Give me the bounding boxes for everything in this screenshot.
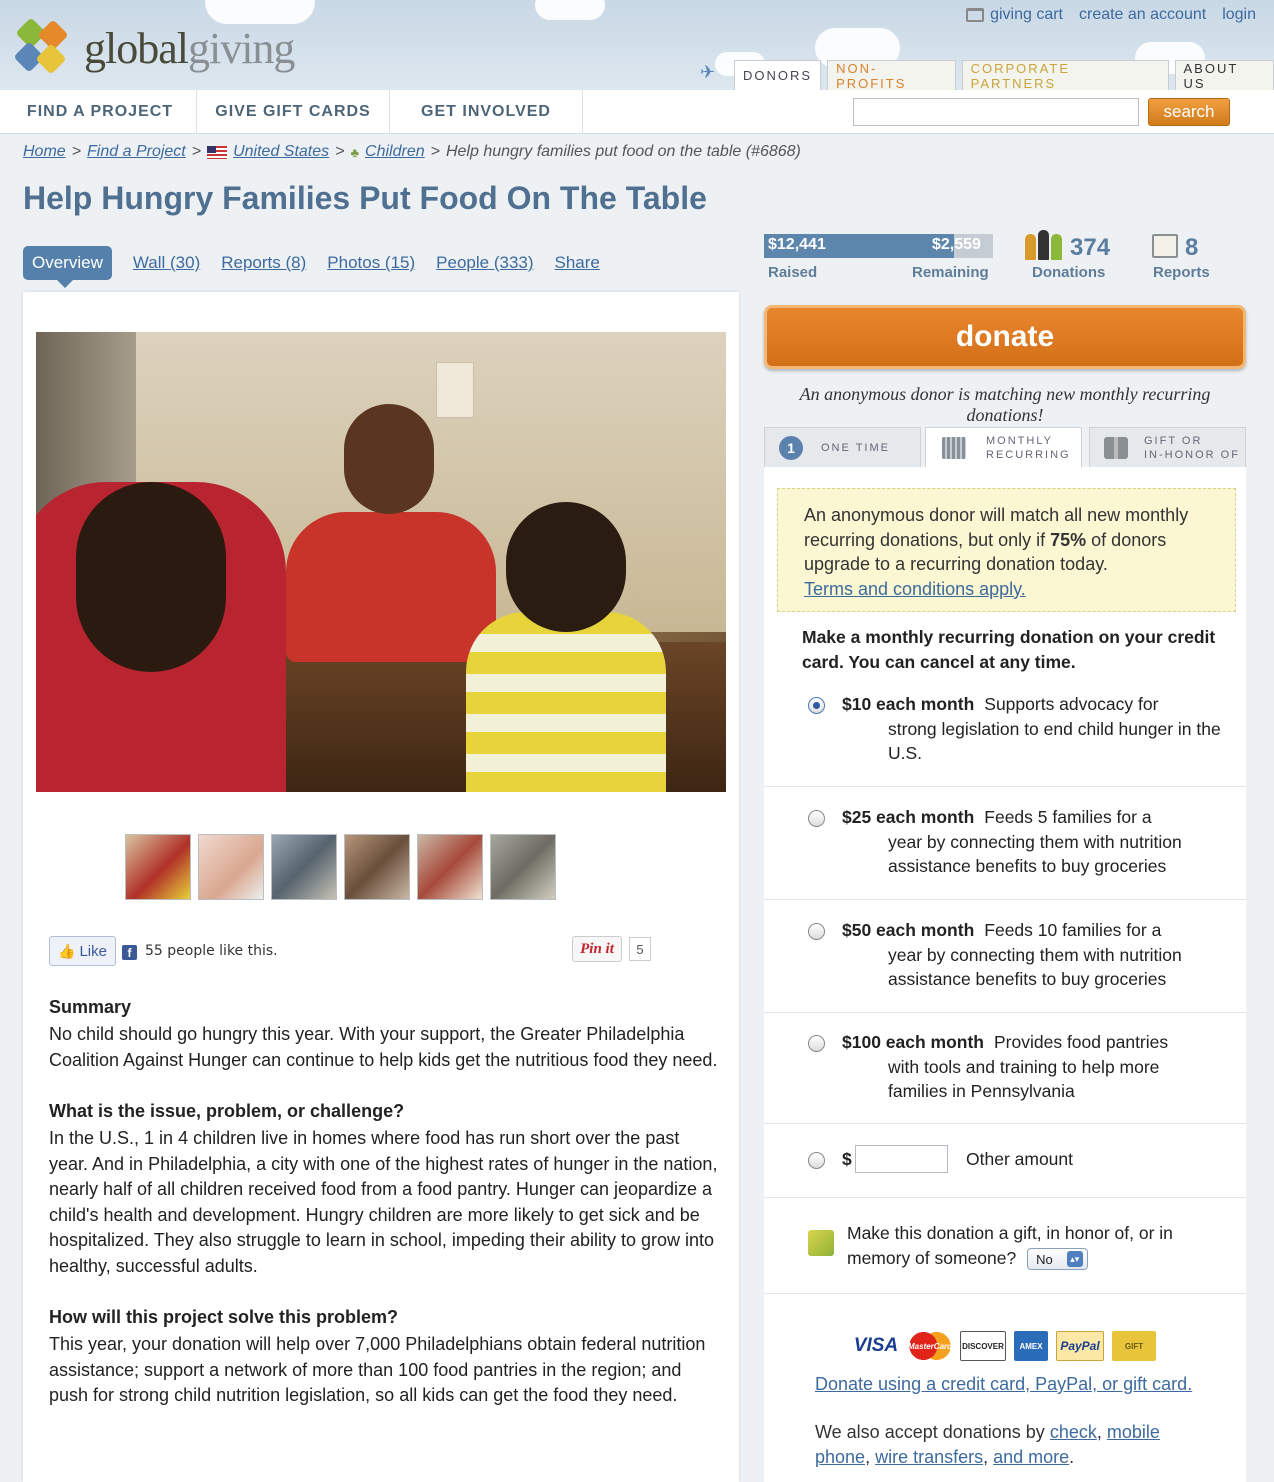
project-tabs	[23, 246, 600, 280]
issue-heading: What is the issue, problem, or challenge?	[49, 1101, 405, 1121]
pinterest-button[interactable]: Pin it	[572, 936, 622, 962]
solution-heading: How will this project solve this problem?	[49, 1307, 399, 1327]
step-one-icon: 1	[779, 436, 803, 460]
people-icon	[1025, 230, 1065, 260]
tab-wall[interactable]: Wall (30)	[132, 253, 201, 272]
raised-amount: $12,441	[768, 236, 826, 253]
breadcrumb-find-project[interactable]: Find a Project	[87, 143, 186, 160]
photo-thumbnail[interactable]	[344, 834, 410, 900]
donation-radio[interactable]	[808, 810, 825, 827]
gift-box-icon	[1104, 437, 1128, 459]
top-links	[966, 6, 1256, 24]
like-count-text: 55 people like this.	[145, 943, 278, 959]
issue-text: In the U.S., 1 in 4 children live in homes where food has run short over the past year. And in Philadelphia, a city with one of the highest rates of hunger in the nation, nearly half of all children received food from a food pantry. Hunger can jeopardize a child's health and development. Hungry children are more likely to get sick and be hospitalized. They also struggle to learn in school, impeding their ability to grow into healthy, successful adults.	[49, 1128, 718, 1276]
breadcrumb-current: Help hungry families put food on the table (#6868)	[445, 143, 801, 160]
photo-thumbnail[interactable]	[490, 834, 556, 900]
tab-non-profits[interactable]: NON-PROFITS	[827, 60, 956, 90]
other-amount-input[interactable]	[855, 1145, 948, 1173]
gift-icon	[808, 1230, 834, 1256]
breadcrumb-country[interactable]: United States	[233, 143, 330, 160]
donation-panel	[764, 467, 1246, 1482]
light-switch	[436, 362, 474, 418]
recurring-intro: Make a monthly recurring donation on your credit card. You can cancel at any time.	[802, 627, 1216, 672]
gift-select[interactable]: No ▴▾	[1027, 1248, 1088, 1270]
calendar-icon	[942, 437, 966, 459]
cloud-decoration	[535, 0, 605, 20]
gift-option: Make this donation a gift, in honor of, or in memory of someone? No ▴▾	[764, 1198, 1246, 1294]
search-input[interactable]	[853, 98, 1139, 126]
summary-text: No child should go hungry this year. With your support, the Greater Philadelphia Coalition Against Hunger can continue to help kids get the nutritious food they need.	[49, 1024, 718, 1070]
photo-thumbnail[interactable]	[271, 834, 337, 900]
donation-radio[interactable]	[808, 1035, 825, 1052]
breadcrumb-category[interactable]: Children	[365, 143, 425, 160]
donate-by-card-link[interactable]: Donate using a credit card, PayPal, or gift card.	[815, 1374, 1193, 1394]
remaining-label: Remaining	[912, 264, 989, 281]
facebook-icon: f	[122, 945, 137, 960]
photo-thumbnail[interactable]	[125, 834, 191, 900]
gift-card-logo: GIFT	[1112, 1331, 1156, 1361]
donation-radio[interactable]	[808, 923, 825, 940]
create-account-link[interactable]: create an account	[1078, 6, 1207, 23]
photo-thumbnail[interactable]	[417, 834, 483, 900]
other-payment-methods: We also accept donations by check, mobile phone, wire transfers, and more.	[815, 1422, 1160, 1467]
page-title: Help Hungry Families Put Food On The Table	[23, 180, 707, 216]
tab-one-time[interactable]: 1 ONE TIME	[764, 427, 921, 467]
visa-logo: VISA	[853, 1335, 899, 1356]
donation-type-tabs	[764, 427, 1246, 467]
thumbs-up-icon: 👍	[58, 942, 76, 959]
donation-radio[interactable]	[808, 697, 825, 714]
paypal-logo: PayPal	[1056, 1331, 1104, 1361]
tab-overview[interactable]: Overview	[23, 246, 112, 280]
solution-text: This year, your donation will help over 7,000 Philadelphians obtain federal nutrition assistance; support a network of more than 100 food pantries in the region; and push for strong child nutrition legislation, so all kids can get the food they need.	[49, 1334, 706, 1405]
mastercard-logo: MasterCard	[908, 1331, 952, 1361]
photo-thumbnail[interactable]	[198, 834, 264, 900]
photo-thumbnails	[125, 834, 556, 900]
project-overview-card	[23, 292, 739, 1482]
donation-option[interactable]: $25 each month Feeds 5 families for a year by connecting them with nutrition assistance benefits to buy groceries	[764, 787, 1246, 900]
logo-text: globalgiving	[84, 23, 295, 73]
tab-share[interactable]: Share	[554, 253, 600, 272]
tab-monthly-recurring[interactable]: MONTHLY RECURRING	[925, 427, 1082, 468]
donation-option[interactable]: $50 each month Feeds 10 families for a year by connecting them with nutrition assistance benefits to buy groceries	[764, 900, 1246, 1013]
tab-about-us[interactable]: ABOUT US	[1175, 60, 1274, 90]
reports-count: 8	[1185, 234, 1199, 261]
us-flag-icon	[207, 146, 227, 159]
tab-donors[interactable]: DONORS	[734, 60, 821, 90]
site-header	[0, 0, 1274, 90]
project-main-photo[interactable]	[36, 332, 726, 792]
donation-radio[interactable]	[808, 1152, 825, 1169]
main-nav	[0, 90, 1274, 134]
other-amount-label: Other amount	[966, 1149, 1073, 1169]
tab-photos[interactable]: Photos (15)	[327, 253, 416, 272]
donation-option[interactable]: $10 each month Supports advocacy for strong legislation to end child hunger in the U.S.	[764, 687, 1246, 787]
discover-logo: DISCOVER	[960, 1331, 1006, 1361]
donations-label: Donations	[1032, 264, 1106, 281]
logo-mark-icon	[14, 18, 74, 78]
nav-get-involved[interactable]: GET INVOLVED	[390, 90, 583, 134]
matching-notice: An anonymous donor will match all new monthly recurring donations, but only if 75% of donors upgrade to a recurring donation today. Terms and conditions apply.	[777, 488, 1236, 612]
pin-count: 5	[629, 937, 651, 961]
matching-banner: An anonymous donor is matching new monthly recurring donations!	[799, 384, 1211, 425]
report-icon	[1152, 234, 1178, 258]
nav-give-gift-cards[interactable]: GIVE GIFT CARDS	[197, 90, 390, 134]
facebook-like-button[interactable]: 👍 Like	[49, 936, 116, 966]
bird-icon: ✈	[700, 62, 716, 82]
tab-people[interactable]: People (333)	[436, 253, 534, 272]
summary-heading: Summary	[49, 997, 132, 1017]
tab-gift-in-honor[interactable]: GIFT OR IN-HONOR OF	[1089, 427, 1246, 467]
mobile-phone-link[interactable]: mobile phone	[815, 1422, 1160, 1467]
search-button[interactable]: search	[1148, 98, 1230, 126]
remaining-amount: $2,559	[932, 236, 981, 253]
donate-button[interactable]: donate	[764, 305, 1246, 369]
select-arrows-icon: ▴▾	[1067, 1251, 1083, 1267]
project-description	[49, 992, 721, 1432]
raised-label: Raised	[768, 264, 818, 281]
donation-option[interactable]: $100 each month Provides food pantries with tools and training to help more families in Pennsylvania	[764, 1013, 1246, 1124]
check-link[interactable]: check	[1049, 1422, 1097, 1442]
other-amount-option[interactable]: $ Other amount	[764, 1124, 1246, 1198]
amex-logo: AMEX	[1014, 1331, 1048, 1361]
terms-link[interactable]: Terms and conditions apply.	[804, 578, 1026, 599]
breadcrumb: Home > Find a Project > United States > ♣ Children > Help hungry families put food on the table (#6868)	[23, 143, 801, 160]
wire-transfers-link[interactable]: wire transfers	[875, 1447, 984, 1467]
reports-label: Reports	[1153, 264, 1210, 281]
site-logo[interactable]	[14, 18, 294, 78]
breadcrumb-home[interactable]: Home	[23, 143, 66, 160]
cart-icon	[966, 8, 984, 22]
tab-reports[interactable]: Reports (8)	[221, 253, 307, 272]
audience-tabs	[734, 60, 1274, 90]
and-more-link[interactable]: and more	[993, 1447, 1070, 1467]
giving-cart-link[interactable]: giving cart	[966, 6, 1063, 24]
nav-find-a-project[interactable]: FIND A PROJECT	[4, 90, 197, 134]
child-icon: ♣	[350, 144, 360, 160]
donations-count: 374	[1070, 234, 1111, 261]
tab-corporate-partners[interactable]: CORPORATE PARTNERS	[962, 60, 1169, 90]
login-link[interactable]: login	[1222, 6, 1256, 23]
payment-logos	[852, 1331, 1156, 1361]
